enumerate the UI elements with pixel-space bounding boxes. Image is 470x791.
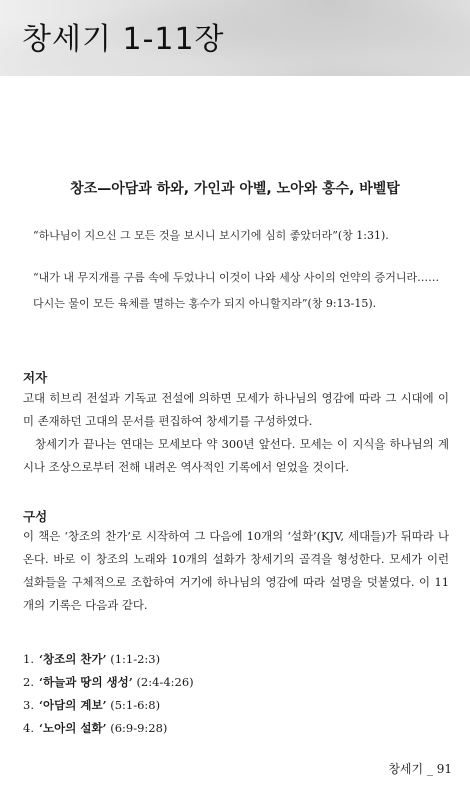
records-list [23,648,194,740]
scripture-quote-1: “하나님이 지으신 그 모든 것을 보시니 보시기에 심히 좋았더라”(창 1:31). [33,229,389,242]
chapter-title: 창세기 1-11장 [22,22,225,57]
chapter-header-banner [0,0,470,76]
page-footer: 창세기 _ 91 [388,762,452,776]
section-subtitle: 창조—아담과 하와, 가인과 아벨, 노아와 홍수, 바벨탑 [70,181,400,197]
list-item: 1. ‘창조의 찬가’ (1:1-2:3) [23,652,161,666]
list-item: 2. ‘하늘과 땅의 생성’ (2:4-4:26) [23,675,194,689]
author-paragraph-1: 고대 히브리 전설과 기독교 전설에 의하면 모세가 하나님의 영감에 따라 그 시대에 이미 존재하던 고대의 문서를 편집하여 창세기를 구성하였다. [23,391,449,428]
author-heading: 저자 [23,370,48,385]
scripture-quote-2: “내가 내 무지개를 구름 속에 두었나니 이것이 나와 세상 사이의 언약의 증거니라……다시는 물이 모든 육체를 멸하는 홍수가 되지 아니할지라”(창 9:13-15). [33,271,440,310]
structure-heading: 구성 [23,509,48,524]
list-item: 4. ‘노아의 설화’ (6:9-9:28) [23,721,168,735]
list-item: 3. ‘아담의 계보’ (5:1-6:8) [23,698,161,712]
author-paragraph-2: 창세기가 끝나는 연대는 모세보다 약 300년 앞선다. 모세는 이 지식을 하나님의 계시나 조상으로부터 전해 내려온 역사적인 기록에서 얻었을 것이다. [23,437,449,474]
structure-paragraph: 이 책은 ‘창조의 찬가’로 시작하여 그 다음에 10개의 ‘설화’(KJV, 세대들)가 뒤따라 나온다. 바로 이 창조의 노래와 10개의 설화가 창세기의 골격을 형성한다. 모세가 이런 설화들을 구체적으로 조합하여 거기에 하나님의 영감에 따라 설명을 덧붙였다. 이 11개의 기록은 다음과 같다. [23,529,449,612]
